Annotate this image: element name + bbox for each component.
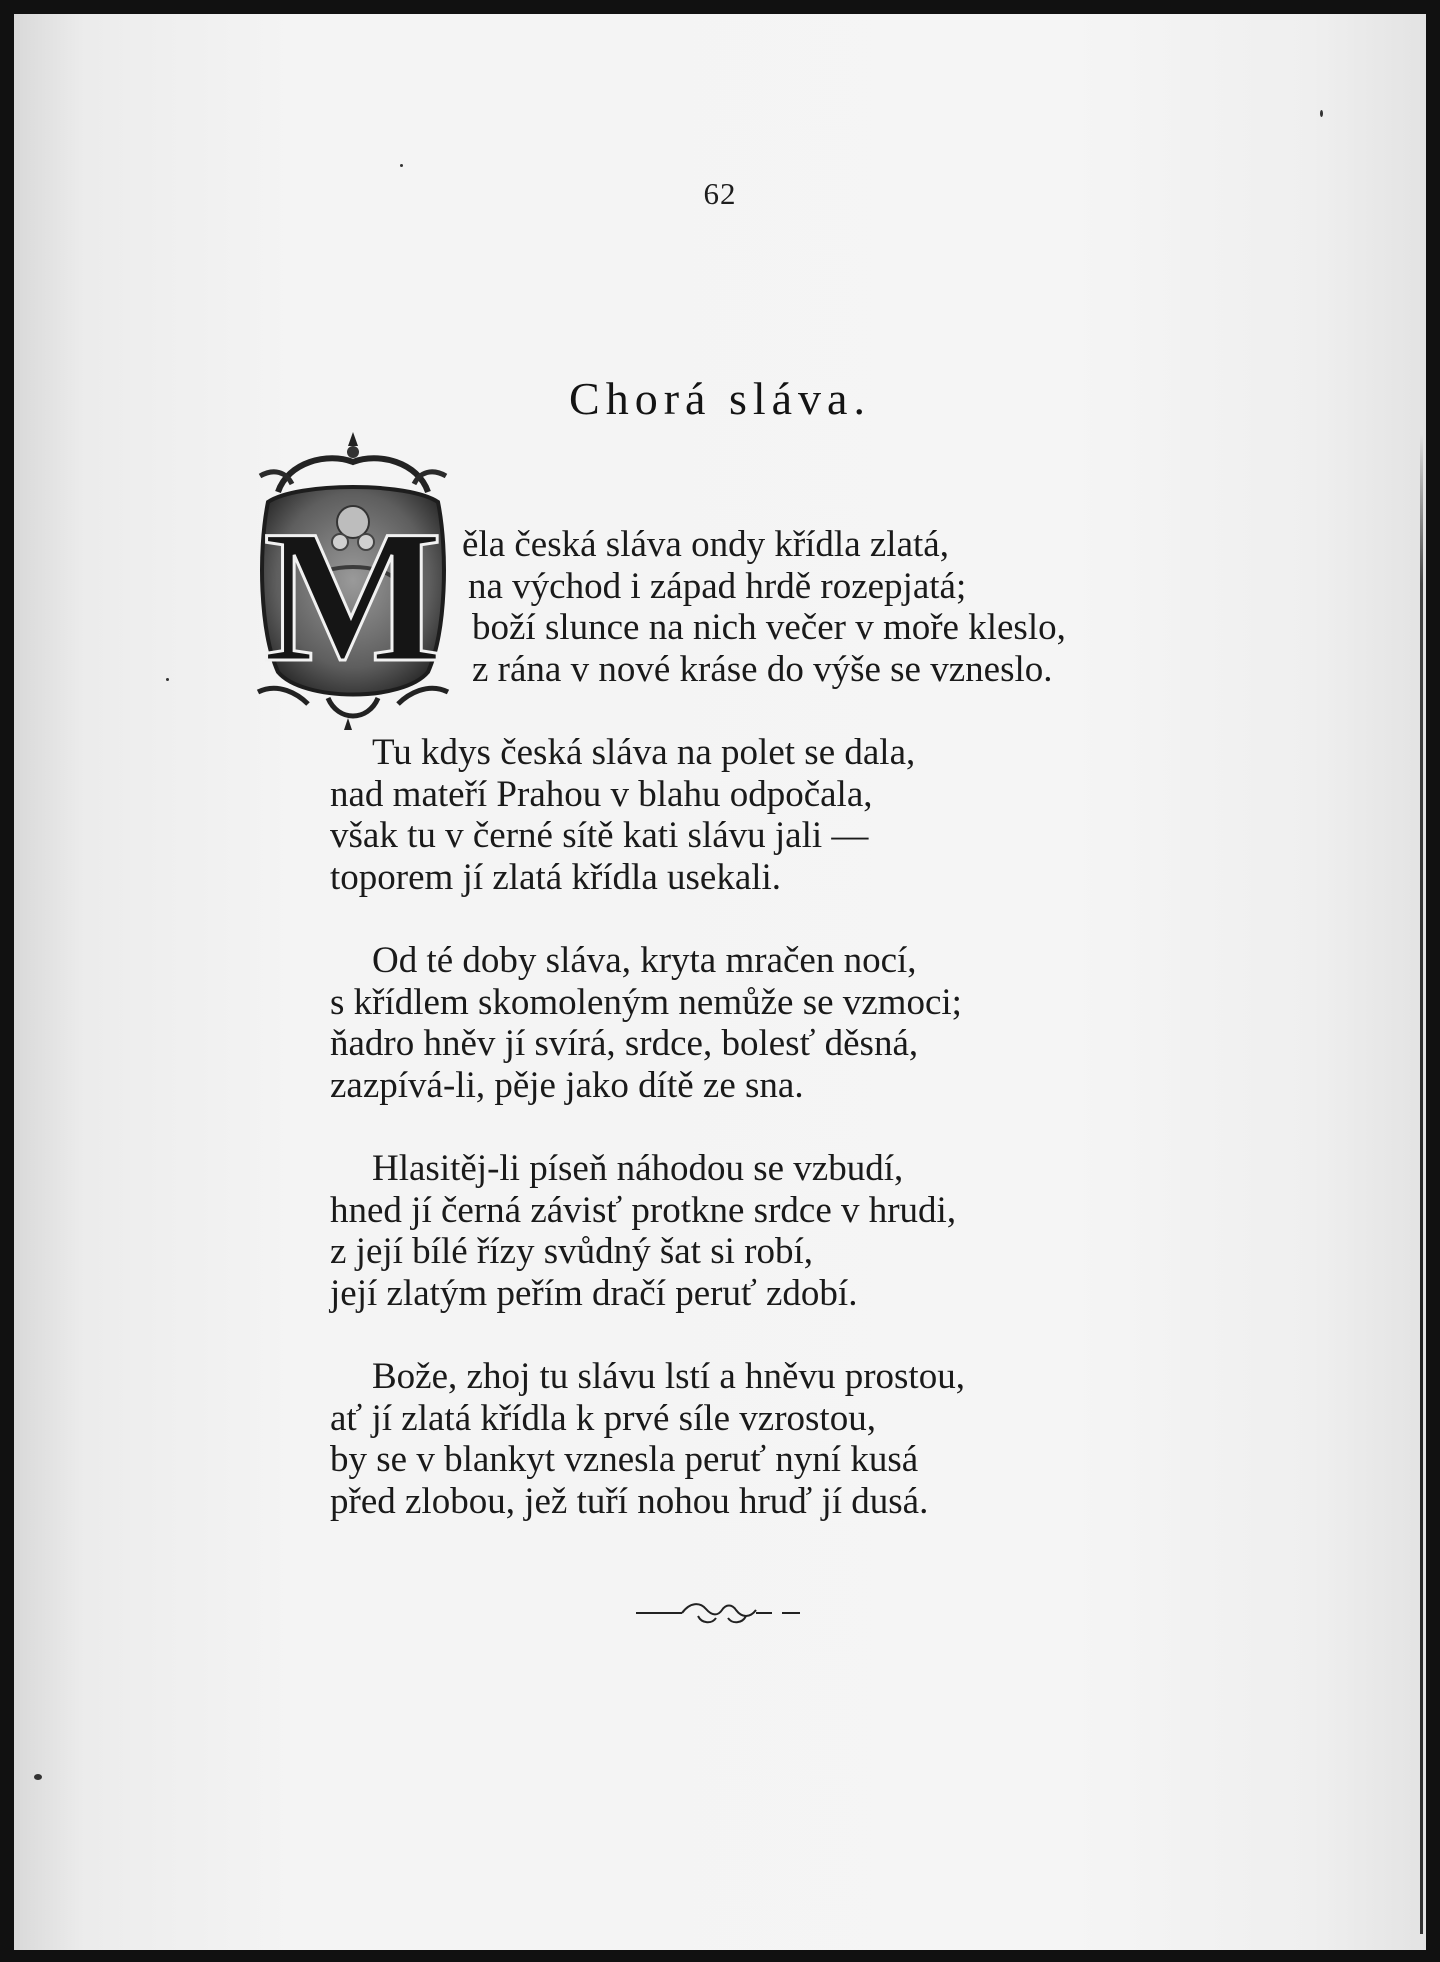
stanza-2	[330, 732, 915, 898]
stanza-4	[330, 1148, 956, 1314]
verse-line: z rána v nové kráse do výše se vzneslo.	[472, 648, 1053, 690]
verse-line: by se v blankyt vznesla peruť nyní kusá	[330, 1439, 919, 1480]
verse-line: na východ i západ hrdě rozepjatá;	[468, 565, 967, 607]
verse-line: z její bílé řízy svůdný šat si robí,	[330, 1231, 813, 1272]
paper-speck	[400, 164, 403, 167]
page-number: 62	[703, 176, 737, 211]
verse-line: před zlobou, jež tuří nohou hruď jí dusá.	[330, 1480, 929, 1522]
svg-text:M: M	[263, 492, 443, 702]
verse-line: hned jí černá závisť protkne srdce v hrudi,	[330, 1189, 957, 1231]
verse-line: ňadro hněv jí svírá, srdce, bolesť děsná,	[330, 1023, 919, 1064]
verse-line: její zlatým peřím dračí peruť zdobí.	[330, 1272, 858, 1314]
paper-speck	[34, 1774, 42, 1780]
verse-line: Bože, zhoj tu slávu lstí a hněvu prostou,	[372, 1356, 965, 1397]
verse-line: Od té doby sláva, kryta mračen nocí,	[372, 940, 917, 981]
end-flourish-ornament-icon	[632, 1596, 812, 1630]
verse-line: boží slunce na nich večer v moře kleslo,	[472, 607, 1066, 648]
stanza-1	[462, 524, 1066, 690]
verse-line: však tu v černé sítě kati slávu jali —	[330, 815, 869, 856]
stanza-5	[330, 1356, 965, 1522]
paper-speck	[166, 678, 169, 681]
decorated-initial-m-icon	[248, 432, 458, 732]
verse-line: Tu kdys česká sláva na polet se dala,	[372, 732, 916, 773]
binding-edge	[1420, 434, 1423, 1934]
verse-line: Hlasitěj-li píseň náhodou se vzbudí,	[372, 1148, 904, 1189]
verse-line: s křídlem skomoleným nemůže se vzmoci;	[330, 981, 962, 1023]
poem-title: Chorá sláva.	[569, 373, 871, 424]
verse-line: nad mateří Prahou v blahu odpočala,	[330, 773, 873, 815]
stanza-3	[330, 940, 962, 1106]
paper-speck	[1320, 110, 1323, 117]
verse-line: ěla česká sláva ondy křídla zlatá,	[462, 524, 949, 565]
verse-line: zazpívá-li, pěje jako dítě ze sna.	[330, 1064, 804, 1106]
verse-line: ať jí zlatá křídla k prvé síle vzrostou,	[330, 1397, 876, 1439]
verse-line: toporem jí zlatá křídla usekali.	[330, 856, 782, 898]
